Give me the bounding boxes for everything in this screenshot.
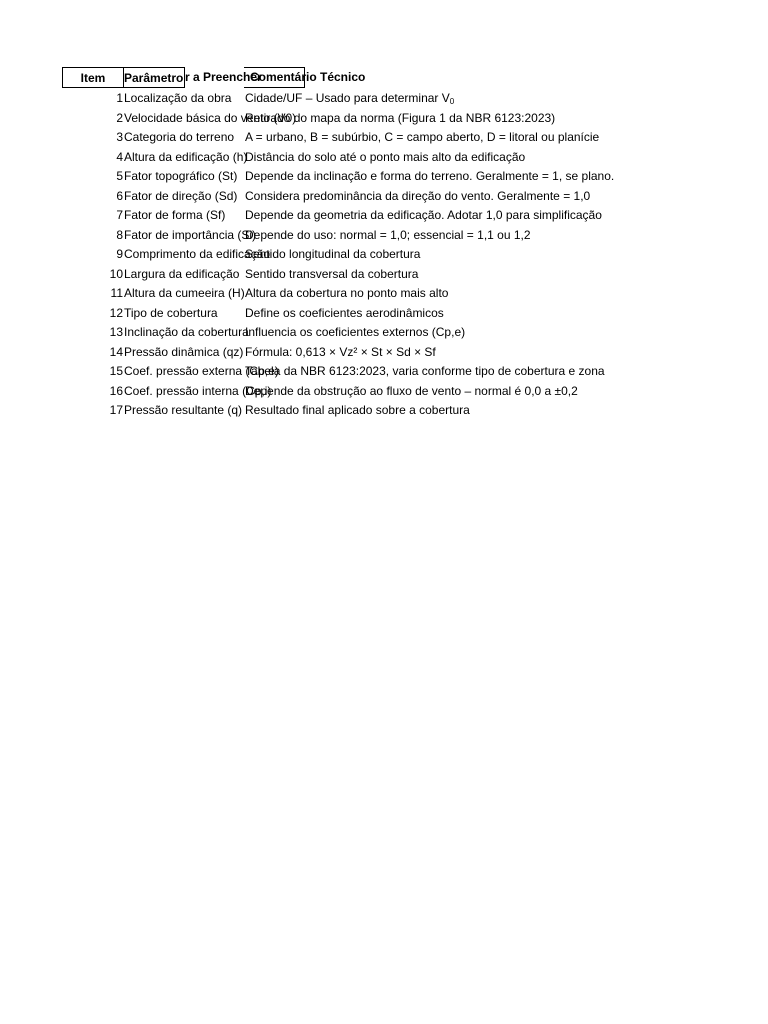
comentario-text: Resultado final aplicado sobre a cobertura [245, 403, 470, 417]
cell-comentario[interactable] [244, 109, 705, 129]
cell-comentario[interactable] [244, 89, 705, 109]
comentario-text: Altura da cobertura no ponto mais alto [245, 286, 449, 300]
table-row [62, 187, 662, 207]
cell-parametro[interactable]: Categoria do terreno [124, 130, 235, 144]
table-row [62, 167, 662, 187]
cell-parametro[interactable]: Fator de forma (Sf) [124, 208, 226, 222]
cell-item[interactable]: 11 [110, 286, 123, 300]
cell-item[interactable]: 16 [109, 383, 123, 398]
table-row [62, 304, 662, 324]
cell-comentario[interactable] [244, 187, 705, 207]
cell-item[interactable]: 7 [116, 208, 123, 222]
table-row [62, 382, 662, 402]
cell-comentario[interactable] [244, 167, 705, 187]
cell-comentario[interactable] [244, 323, 705, 343]
cell-comentario[interactable] [244, 128, 705, 148]
comentario-text: Depende da inclinação e forma do terreno. Geralmente = 1, se plano. [245, 169, 615, 183]
cell-parametro[interactable]: Pressão resultante (q) [124, 403, 243, 417]
table-row [62, 265, 662, 285]
comentario-text: Depende do uso: normal = 1,0; essencial = 1,1 ou 1,2 [245, 227, 531, 242]
cell-parametro[interactable]: Coef. pressão externa (Cp,e) [124, 364, 279, 378]
header-item[interactable]: Item [62, 67, 124, 88]
cell-parametro[interactable]: Inclinação da cobertura [124, 325, 249, 339]
cell-item[interactable]: 12 [109, 305, 123, 320]
table-row [62, 343, 662, 363]
comentario-text: Retirado do mapa da norma (Figura 1 da NBR 6123:2023) [245, 110, 556, 125]
cell-item[interactable]: 14 [109, 344, 123, 359]
comentario-text: Considera predominância da direção do vento. Geralmente = 1,0 [245, 188, 591, 203]
header-valor: r a Preencher [185, 70, 262, 84]
cell-parametro[interactable]: Altura da cumeeira (H) [124, 286, 245, 300]
comentario-text: Depende da obstrução ao fluxo de vento – normal é 0,0 a ±0,2 [245, 383, 578, 398]
comentario-text: Distância do solo até o ponto mais alto da edificação [245, 149, 526, 164]
cell-comentario[interactable] [244, 226, 705, 246]
cell-parametro[interactable]: Comprimento da edificação [124, 247, 271, 261]
table-row [62, 128, 662, 148]
cell-item[interactable]: 10 [109, 266, 123, 281]
cell-item[interactable]: 13 [109, 325, 123, 339]
cell-comentario[interactable] [244, 265, 705, 285]
comentario-text: Sentido transversal da cobertura [245, 266, 419, 281]
comentario-text: Define os coeficientes aerodinâmicos [245, 305, 444, 320]
header-parametro[interactable]: Parâmetro [123, 67, 185, 88]
cell-comentario[interactable] [244, 382, 705, 402]
header-row [62, 67, 662, 88]
table-row [62, 323, 662, 343]
cell-item[interactable]: 4 [116, 149, 123, 164]
cell-parametro[interactable]: Pressão dinâmica (qz) [124, 344, 244, 359]
table-row [62, 89, 662, 109]
table-row [62, 245, 662, 265]
table-row [62, 148, 662, 168]
cell-comentario[interactable] [244, 245, 705, 265]
comentario-subscript: 0 [449, 97, 455, 106]
header-comentario[interactable]: Comentário Técnico [250, 70, 366, 84]
cell-comentario[interactable] [244, 284, 705, 304]
cell-parametro[interactable]: Localização da obra [124, 91, 232, 105]
table-row [62, 284, 662, 304]
cell-parametro[interactable]: Fator topográfico (St) [124, 169, 238, 183]
cell-item[interactable]: 5 [116, 169, 123, 183]
table-row [62, 401, 662, 421]
cell-comentario[interactable] [244, 401, 705, 421]
cell-item[interactable]: 6 [116, 188, 123, 203]
cell-item[interactable]: 15 [109, 364, 123, 378]
comentario-text: A = urbano, B = subúrbio, C = campo aberto, D = litoral ou planície [245, 130, 600, 144]
cell-item[interactable]: 17 [109, 403, 123, 417]
comentario-text: Sentido longitudinal da cobertura [245, 247, 421, 261]
cell-item[interactable]: 2 [116, 110, 123, 125]
cell-comentario[interactable] [244, 304, 705, 324]
cell-parametro[interactable]: Fator de importância (Si) [124, 227, 257, 242]
cell-comentario[interactable] [244, 148, 705, 168]
cell-item[interactable]: 1 [116, 91, 123, 105]
cell-comentario[interactable] [244, 343, 705, 363]
cell-comentario[interactable] [244, 206, 705, 226]
comentario-text: Cidade/UF – Usado para determinar V [245, 91, 450, 105]
cell-parametro[interactable]: Coef. pressão interna (Cp,i) [124, 383, 272, 398]
cell-parametro[interactable]: Velocidade básica do vento (V0) [124, 110, 297, 125]
comentario-text: Fórmula: 0,613 × Vz² × St × Sd × Sf [245, 344, 436, 359]
cell-item[interactable]: 9 [116, 247, 123, 261]
spreadsheet [62, 67, 662, 420]
cell-comentario[interactable] [244, 362, 705, 382]
table-row [62, 362, 662, 382]
table-row [62, 109, 662, 129]
cell-parametro[interactable]: Altura da edificação (h) [124, 149, 248, 164]
table-row [62, 226, 662, 246]
cell-parametro[interactable]: Tipo de cobertura [124, 305, 218, 320]
comentario-text: Tabela da NBR 6123:2023, varia conforme tipo de cobertura e zona [245, 364, 605, 378]
cell-parametro[interactable]: Largura da edificação [124, 266, 240, 281]
table-body [62, 89, 662, 421]
table-row [62, 206, 662, 226]
comentario-text: Influencia os coeficientes externos (Cp,e) [245, 325, 466, 339]
comentario-text: Depende da geometria da edificação. Adotar 1,0 para simplificação [245, 208, 602, 222]
cell-parametro[interactable]: Fator de direção (Sd) [124, 188, 238, 203]
cell-item[interactable]: 3 [116, 130, 123, 144]
cell-item[interactable]: 8 [116, 227, 123, 242]
